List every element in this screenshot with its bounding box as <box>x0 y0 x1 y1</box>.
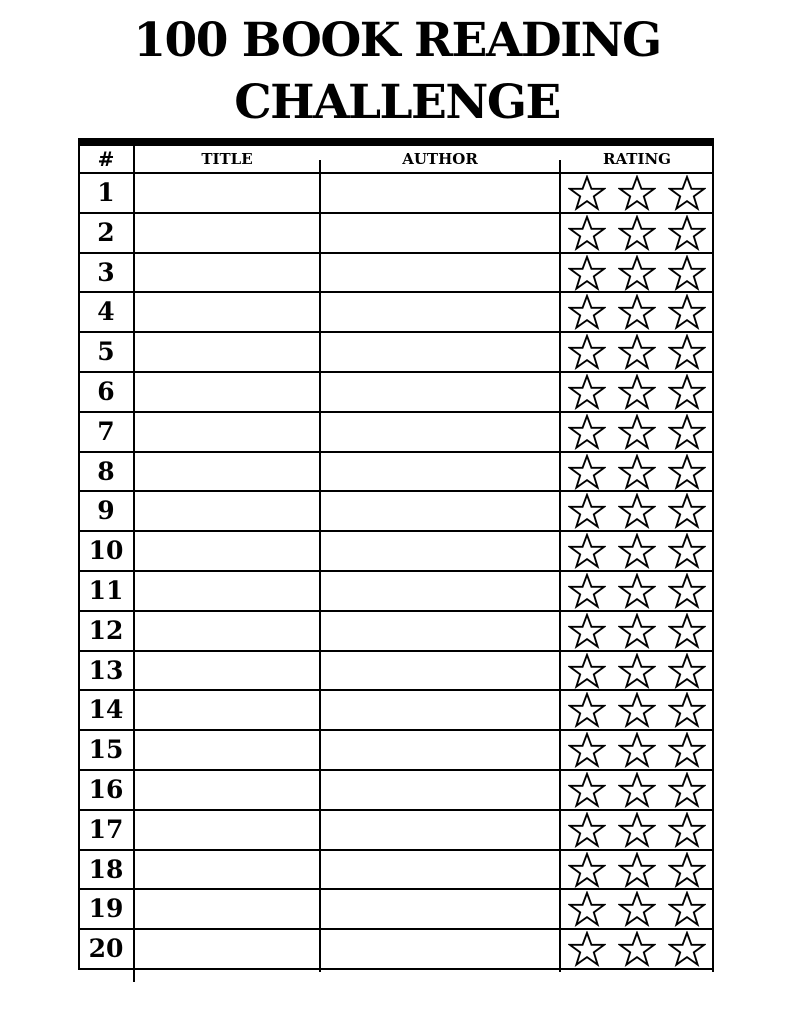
rating-stars <box>562 333 712 371</box>
star-outline-icon <box>618 653 656 689</box>
star-outline-icon <box>568 732 606 768</box>
star-outline-icon <box>618 294 656 330</box>
author-write-in-cell <box>322 693 558 727</box>
title-write-in-cell <box>136 455 318 489</box>
row-number: 15 <box>88 735 124 765</box>
star-outline-icon <box>668 533 706 569</box>
table-row <box>78 890 714 930</box>
table-header-row <box>78 146 714 174</box>
row-number: 10 <box>88 536 124 566</box>
star-outline-icon <box>668 414 706 450</box>
table-row <box>78 691 714 731</box>
star-outline-icon <box>618 175 656 211</box>
table-row <box>78 492 714 532</box>
table-row <box>78 373 714 413</box>
row-number: 11 <box>88 575 124 605</box>
star-outline-icon <box>568 533 606 569</box>
table-row <box>78 293 714 333</box>
author-write-in-cell <box>322 415 558 449</box>
star-outline-icon <box>668 692 706 728</box>
page-title-line-2: CHALLENGE <box>234 75 560 130</box>
star-outline-icon <box>618 852 656 888</box>
row-number: 5 <box>97 337 115 367</box>
title-write-in-cell <box>136 375 318 409</box>
star-outline-icon <box>618 374 656 410</box>
star-outline-icon <box>618 812 656 848</box>
star-outline-icon <box>668 573 706 609</box>
rating-stars <box>562 532 712 570</box>
author-write-in-cell <box>322 335 558 369</box>
title-write-in-cell <box>136 853 318 887</box>
rating-stars <box>562 890 712 928</box>
star-outline-icon <box>668 255 706 291</box>
table-body <box>78 174 714 970</box>
star-outline-icon <box>568 493 606 529</box>
title-write-in-cell <box>136 773 318 807</box>
star-outline-icon <box>668 493 706 529</box>
table-row <box>78 333 714 373</box>
star-outline-icon <box>668 454 706 490</box>
title-write-in-cell <box>136 415 318 449</box>
author-write-in-cell <box>322 534 558 568</box>
star-outline-icon <box>668 812 706 848</box>
star-outline-icon <box>568 255 606 291</box>
star-outline-icon <box>668 215 706 251</box>
star-outline-icon <box>668 732 706 768</box>
star-outline-icon <box>568 414 606 450</box>
rating-stars <box>562 492 712 530</box>
star-outline-icon <box>568 573 606 609</box>
star-outline-icon <box>618 533 656 569</box>
star-outline-icon <box>618 931 656 967</box>
title-write-in-cell <box>136 693 318 727</box>
rating-stars <box>562 930 712 968</box>
table-row <box>78 572 714 612</box>
star-outline-icon <box>668 613 706 649</box>
row-number: 8 <box>97 456 115 486</box>
author-write-in-cell <box>322 773 558 807</box>
row-number: 3 <box>97 257 115 287</box>
star-outline-icon <box>618 573 656 609</box>
row-number: 13 <box>88 655 124 685</box>
row-number: 20 <box>88 934 124 964</box>
title-write-in-cell <box>136 256 318 290</box>
rating-stars <box>562 453 712 491</box>
author-write-in-cell <box>322 455 558 489</box>
author-write-in-cell <box>322 853 558 887</box>
table-row <box>78 771 714 811</box>
rating-stars <box>562 373 712 411</box>
star-outline-icon <box>668 374 706 410</box>
star-outline-icon <box>568 852 606 888</box>
star-outline-icon <box>618 454 656 490</box>
title-write-in-cell <box>136 335 318 369</box>
table-row <box>78 612 714 652</box>
star-outline-icon <box>568 653 606 689</box>
title-write-in-cell <box>136 176 318 210</box>
title-write-in-cell <box>136 574 318 608</box>
header-number: # <box>97 147 115 171</box>
header-rating: RATING <box>603 150 671 168</box>
row-number: 2 <box>97 217 115 247</box>
rating-stars <box>562 771 712 809</box>
star-outline-icon <box>618 334 656 370</box>
star-outline-icon <box>568 772 606 808</box>
table-row <box>78 174 714 214</box>
row-number: 18 <box>88 854 124 884</box>
author-write-in-cell <box>322 654 558 688</box>
title-write-in-cell <box>136 494 318 528</box>
star-outline-icon <box>568 334 606 370</box>
star-outline-icon <box>568 613 606 649</box>
star-outline-icon <box>568 374 606 410</box>
title-write-in-cell <box>136 534 318 568</box>
star-outline-icon <box>568 454 606 490</box>
row-number: 1 <box>97 178 115 207</box>
author-write-in-cell <box>322 614 558 648</box>
title-write-in-cell <box>136 216 318 250</box>
table-row <box>78 930 714 970</box>
author-write-in-cell <box>322 813 558 847</box>
rating-stars <box>562 293 712 331</box>
title-write-in-cell <box>136 295 318 329</box>
star-outline-icon <box>568 812 606 848</box>
rating-stars <box>562 731 712 769</box>
rating-stars <box>562 612 712 650</box>
star-outline-icon <box>668 891 706 927</box>
page-title-line-1: 100 BOOK READING <box>133 13 661 68</box>
author-write-in-cell <box>322 256 558 290</box>
rating-stars <box>562 214 712 252</box>
rating-stars <box>562 691 712 729</box>
star-outline-icon <box>668 852 706 888</box>
table-row <box>78 214 714 254</box>
author-write-in-cell <box>322 932 558 966</box>
star-outline-icon <box>568 175 606 211</box>
table-row <box>78 453 714 493</box>
star-outline-icon <box>618 891 656 927</box>
author-write-in-cell <box>322 733 558 767</box>
author-write-in-cell <box>322 375 558 409</box>
row-number: 14 <box>88 695 124 725</box>
star-outline-icon <box>618 414 656 450</box>
star-outline-icon <box>618 613 656 649</box>
star-outline-icon <box>568 692 606 728</box>
header-author: AUTHOR <box>402 150 478 168</box>
star-outline-icon <box>618 732 656 768</box>
star-outline-icon <box>618 255 656 291</box>
table-row <box>78 851 714 891</box>
star-outline-icon <box>668 334 706 370</box>
star-outline-icon <box>618 772 656 808</box>
title-write-in-cell <box>136 733 318 767</box>
row-number: 16 <box>88 774 124 804</box>
table-top-bar <box>78 138 714 146</box>
rating-stars <box>562 254 712 292</box>
row-number: 6 <box>97 376 115 406</box>
table-row <box>78 413 714 453</box>
header-title: TITLE <box>201 150 253 168</box>
row-number: 4 <box>97 297 115 327</box>
table-row <box>78 731 714 771</box>
star-outline-icon <box>618 493 656 529</box>
row-number: 12 <box>88 615 124 645</box>
reading-log-table <box>78 138 714 972</box>
title-write-in-cell <box>136 813 318 847</box>
title-write-in-cell <box>136 654 318 688</box>
table-row <box>78 254 714 294</box>
star-outline-icon <box>618 692 656 728</box>
table-row <box>78 532 714 572</box>
author-write-in-cell <box>322 494 558 528</box>
row-number: 9 <box>97 496 115 526</box>
star-outline-icon <box>668 294 706 330</box>
author-write-in-cell <box>322 574 558 608</box>
star-outline-icon <box>668 772 706 808</box>
star-outline-icon <box>568 294 606 330</box>
row-number: 17 <box>88 814 124 844</box>
row-number: 7 <box>97 416 115 446</box>
table-row <box>78 652 714 692</box>
star-outline-icon <box>568 931 606 967</box>
rating-stars <box>562 174 712 212</box>
author-write-in-cell <box>322 295 558 329</box>
rating-stars <box>562 652 712 690</box>
rating-stars <box>562 851 712 889</box>
star-outline-icon <box>568 891 606 927</box>
author-write-in-cell <box>322 216 558 250</box>
rating-stars <box>562 413 712 451</box>
rating-stars <box>562 811 712 849</box>
star-outline-icon <box>618 215 656 251</box>
author-write-in-cell <box>322 176 558 210</box>
title-write-in-cell <box>136 932 318 966</box>
star-outline-icon <box>668 931 706 967</box>
page-title <box>0 10 794 134</box>
rating-stars <box>562 572 712 610</box>
table-row <box>78 811 714 851</box>
star-outline-icon <box>668 175 706 211</box>
title-write-in-cell <box>136 614 318 648</box>
row-number: 19 <box>88 894 124 924</box>
title-write-in-cell <box>136 892 318 926</box>
star-outline-icon <box>568 215 606 251</box>
author-write-in-cell <box>322 892 558 926</box>
star-outline-icon <box>668 653 706 689</box>
